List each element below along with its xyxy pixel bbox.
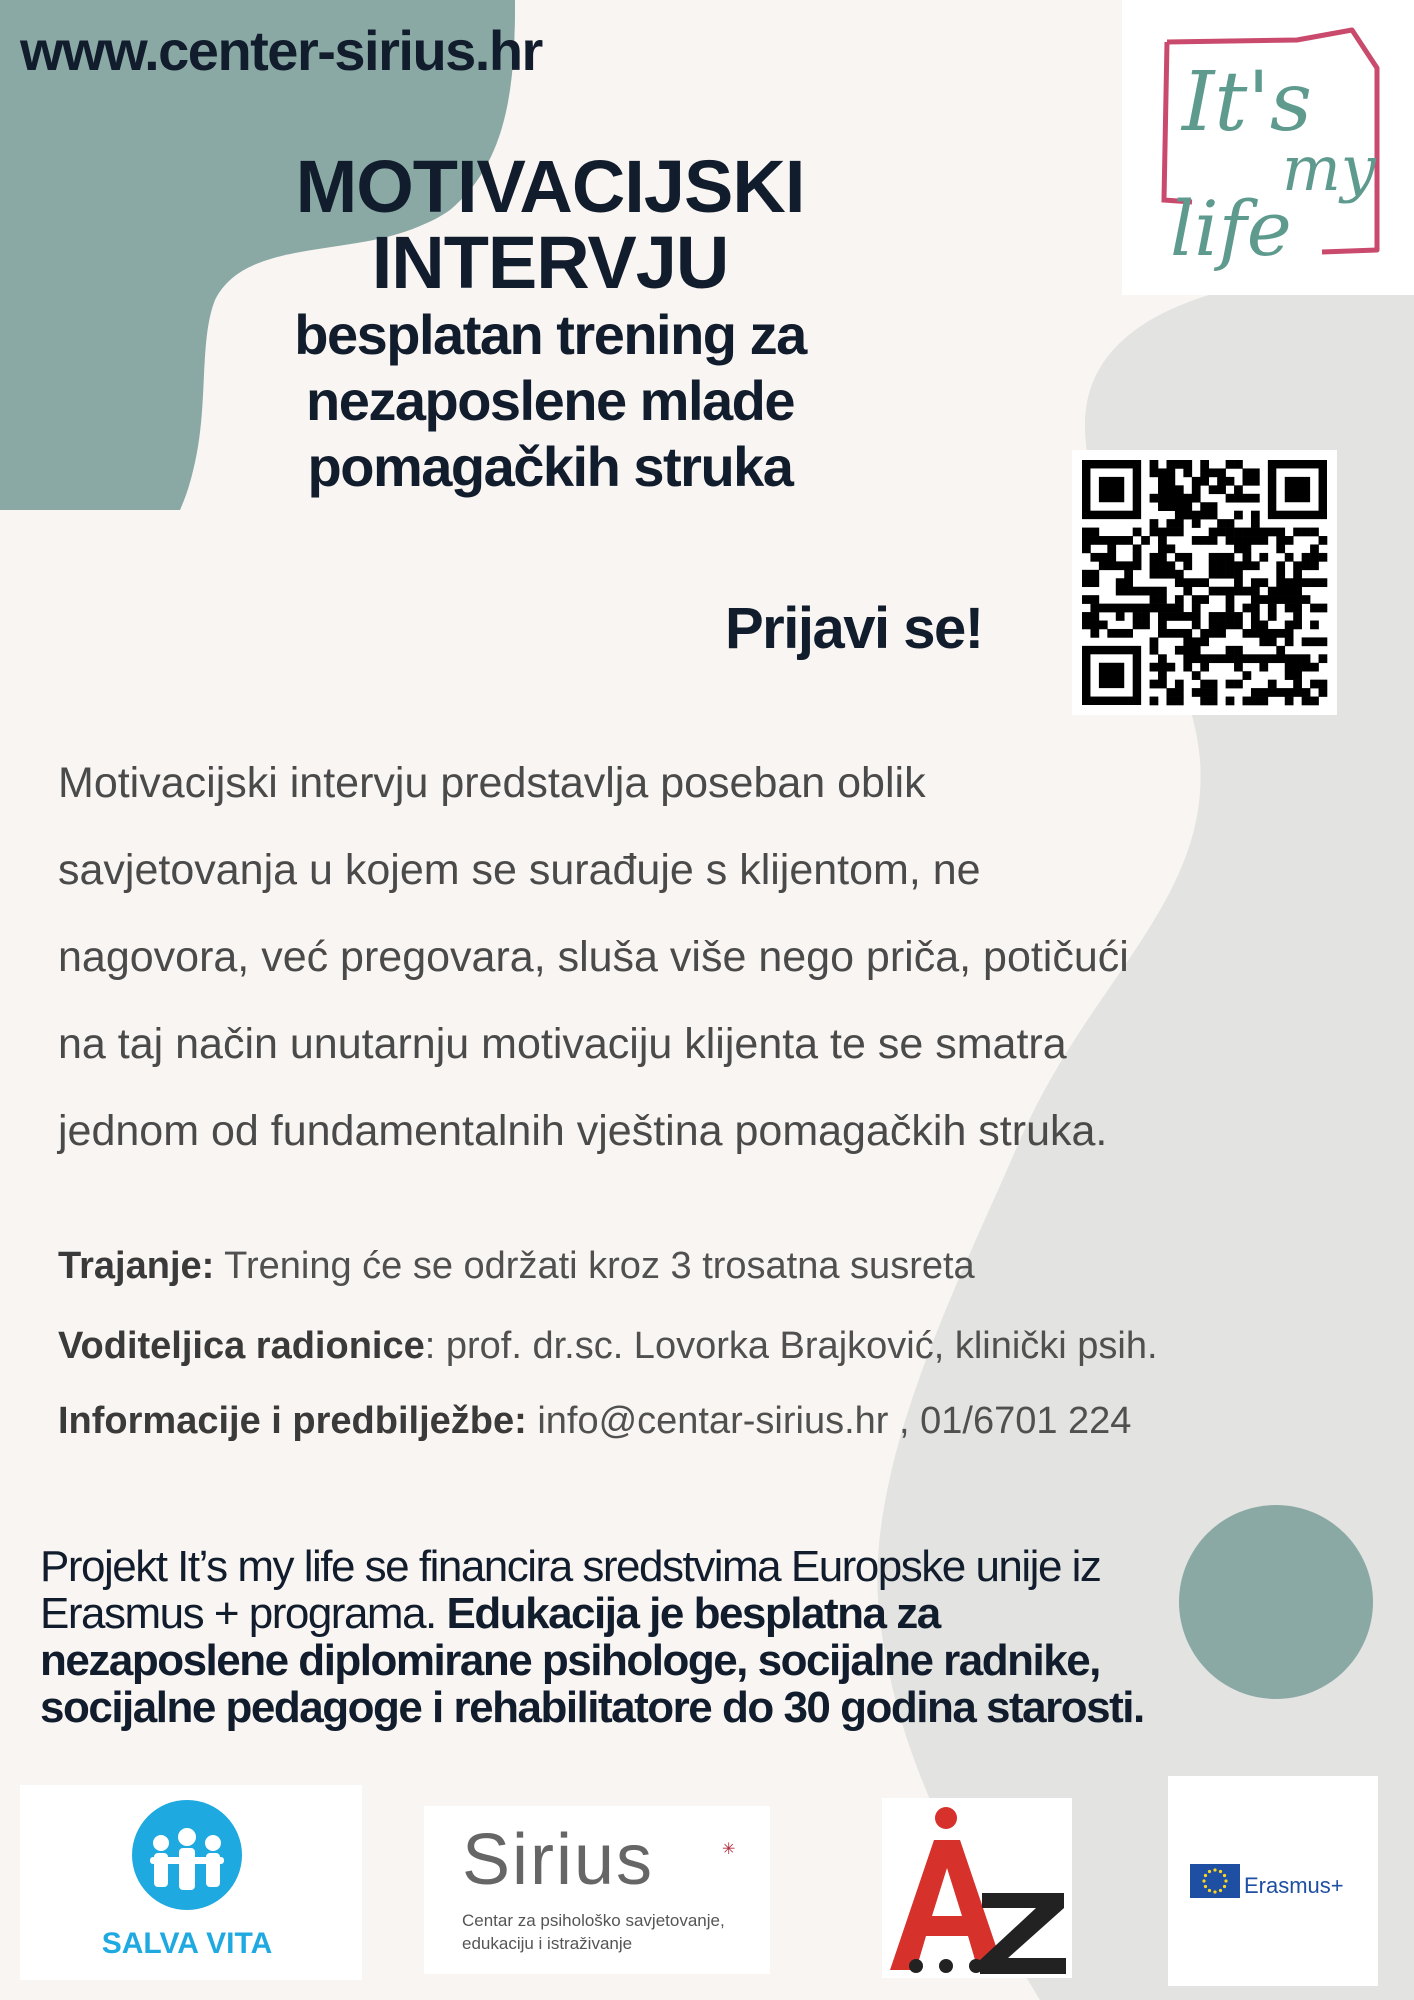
qr-code-icon[interactable]: [1072, 450, 1337, 715]
description-line: nagovora, već pregovara, sluša više nego priča, potičući: [58, 933, 1129, 981]
logo-its: It's: [1182, 55, 1312, 150]
funding-note: [40, 1543, 1190, 1731]
sirius-logo: [424, 1806, 770, 1974]
subtitle-line-1: besplatan trening za: [294, 303, 806, 366]
description-line: jednom od fundamentalnih vještina pomagačkih struka.: [58, 1107, 1108, 1155]
info-duration: [58, 1245, 975, 1288]
its-my-life-logo: [1122, 0, 1414, 295]
erasmus-logo: [1168, 1776, 1378, 1986]
subtitle: [200, 302, 900, 500]
erasmus-name: Erasmus+: [1244, 1873, 1344, 1898]
sirius-tagline-1: Centar za psihološko savjetovanje,: [462, 1911, 725, 1930]
az-logo: [882, 1798, 1072, 1978]
star-icon: ✳: [722, 1841, 736, 1858]
description-line: savjetovanja u kojem se surađuje s klijentom, ne: [58, 846, 981, 894]
house-outline-icon: [1122, 0, 1414, 295]
logo-life: life: [1170, 184, 1292, 273]
logo-my: my: [1282, 132, 1376, 205]
title-line-2: INTERVJU: [371, 221, 729, 304]
description-line: Motivacijski intervju predstavlja poseban oblik: [58, 759, 926, 807]
salva-vita-name: SALVA VITA: [101, 1927, 273, 1960]
funding-bold: Edukacija je besplatna za nezaposlene diplomirane psihologe, socijalne radnike, socijalne pedagoge i rehabilitatore do 30 godina starosti.: [40, 1589, 1144, 1732]
website-url[interactable]: www.center-sirius.hr: [20, 19, 542, 82]
description-line: na taj način unutarnju motivaciju klijenta te se smatra: [58, 1020, 1067, 1068]
subtitle-line-2: nezaposlene mlade: [305, 369, 794, 432]
duration-value: Trening će se održati kroz 3 trosatna susreta: [214, 1245, 975, 1287]
salva-vita-logo: [20, 1785, 362, 1980]
az-letter-mark-icon: [882, 1798, 1072, 1978]
leader-value: : prof. dr.sc. Lovorka Brajković, klinički psih.: [424, 1325, 1158, 1367]
funding-plain: Projekt It’s my life se financira sredstvima Europske unije iz Erasmus + programa.: [40, 1542, 1101, 1638]
contact-value[interactable]: info@centar-sirius.hr , 01/6701 224: [526, 1400, 1132, 1442]
title-line-1: MOTIVACIJSKI: [295, 145, 805, 228]
subtitle-line-3: pomagačkih struka: [307, 435, 793, 498]
info-contact: [58, 1400, 1131, 1443]
leader-label: Voditeljica radionice: [58, 1325, 425, 1367]
sirius-name: Sirius: [462, 1820, 655, 1900]
signup-cta[interactable]: Prijavi se!: [725, 596, 983, 661]
info-leader: [58, 1325, 1158, 1368]
contact-label: Informacije i predbilježbe:: [58, 1400, 527, 1442]
salva-vita-family-icon: [20, 1785, 362, 1980]
duration-label: Trajanje:: [58, 1245, 215, 1287]
sirius-tagline-2: edukaciju i istraživanje: [462, 1934, 633, 1953]
description: [58, 740, 1358, 1175]
teal-circle: [1179, 1505, 1373, 1699]
